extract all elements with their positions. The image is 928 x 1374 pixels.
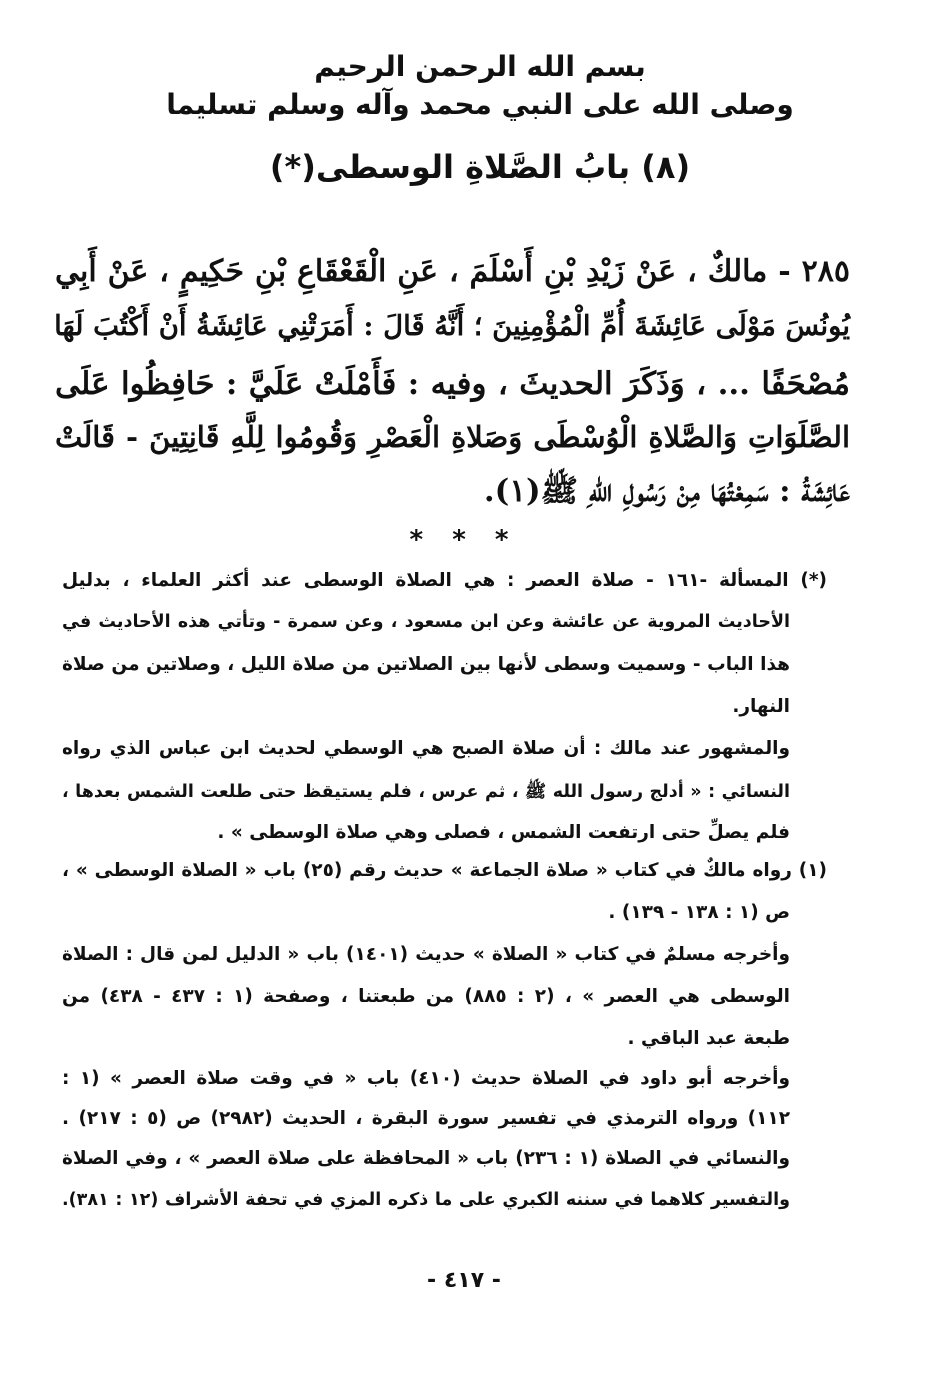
hadith-line: يُونُسَ مَوْلَى عَائِشَةَ أُمِّ الْمُؤْمِنِينَ ؛ أَنَّهُ قَالَ : أَمَرَتْنِي عَائِشَةُ أَنْ أَكْتُبَ لَهَا [54,310,850,342]
footnote-line: هذا الباب - وسميت وسطى لأنها بين الصلاتين من صلاة الليل ، وصلاتين من صلاة [62,654,790,675]
footnote-line: النسائي : « أدلج رسول الله ﷺ ، ثم عرس ، فلم يستيقظ حتى طلعت الشمس بعدها ، [62,782,790,802]
footnote-line: فلم يصلِّ حتى ارتفعت الشمس ، فصلى وهي صلاة الوسطى » . [217,822,790,843]
footnote-line: الأحاديث المروية عن عائشة وعن ابن مسعود ، وعن سمرة - وتأتي هذه الأحاديث في [62,612,790,632]
footnote-line: ص (١ : ١٣٨ - ١٣٩) . [608,902,790,923]
footnote-line: ١١٢) ورواه الترمذي في تفسير سورة البقرة ، الحديث (٢٩٨٢) ص (٥ : ٢١٧) . [62,1108,790,1129]
footnote-line: (١) رواه مالكٌ في كتاب « صلاة الجماعة » حديث رقم (٢٥) باب « الصلاة الوسطى » ، [62,860,827,881]
basmala-line: بسم الله الرحمن الرحيم [314,50,646,83]
footnote-line: والنسائي في الصلاة (١ : ٢٣٦) باب « المحافظة على صلاة العصر » ، وفي الصلاة [62,1148,790,1169]
page-number: - ٤١٧ - [427,1268,501,1293]
hadith-line: الصَّلَوَاتِ وَالصَّلاةِ الْوُسْطَى وَصَلاةِ الْعَصْرِ وَقُومُوا لِلَّهِ قَانِتِينَ - قَالَتْ [55,420,850,454]
hadith-line: ٢٨٥ - مالكٌ ، عَنْ زَيْدِ بْنِ أَسْلَمَ ، عَنِ الْقَعْقَاعِ بْنِ حَكِيمٍ ، عَنْ أَبِي [55,254,850,289]
footnote-line: (*) المسألة -١٦١ - صلاة العصر : هي الصلاة الوسطى عند أكثر العلماء ، بدليل [62,570,827,591]
salawat-line: وصلى الله على النبي محمد وآله وسلم تسليما [166,88,794,121]
footnote-line: والمشهور عند مالك : أن صلاة الصبح هي الوسطي لحديث ابن عباس الذي رواه [62,738,790,759]
footnote-line: طبعة عبد الباقي . [627,1028,790,1049]
footnote-line: وأخرجه مسلمٌ في كتاب « الصلاة » حديث (١٤٠١) باب « الدليل لمن قال : الصلاة [62,944,790,965]
footnote-line: الوسطى هي العصر » ، (٢ : ٨٨٥) من طبعتنا ، وصفحة (١ : ٤٣٧ - ٤٣٨) من [62,986,791,1007]
footnote-line: والتفسير كلاهما في سننه الكبري على ما ذكره المزي في تحفة الأشراف (١٢ : ٣٨١). [62,1190,790,1210]
footnote-line: وأخرجه أبو داود في الصلاة حديث (٤١٠) باب « في وقت صلاة العصر » (١ : [62,1068,790,1089]
section-separator: * * * [409,525,519,555]
hadith-line: مُصْحَفًا ... ، وَذَكَرَ الحديثَ ، وفيه : فَأَمْلَتْ عَلَيَّ : حَافِظُوا عَلَى [55,366,850,402]
footnote-line: النهار. [732,696,790,717]
hadith-line: عَائِشَةُ : سَمِعْتُهَا مِنْ رَسُولِ اللهِ ﷺ(١). [483,473,850,509]
chapter-title: (٨) بابُ الصَّلاةِ الوسطى(*) [269,148,691,186]
